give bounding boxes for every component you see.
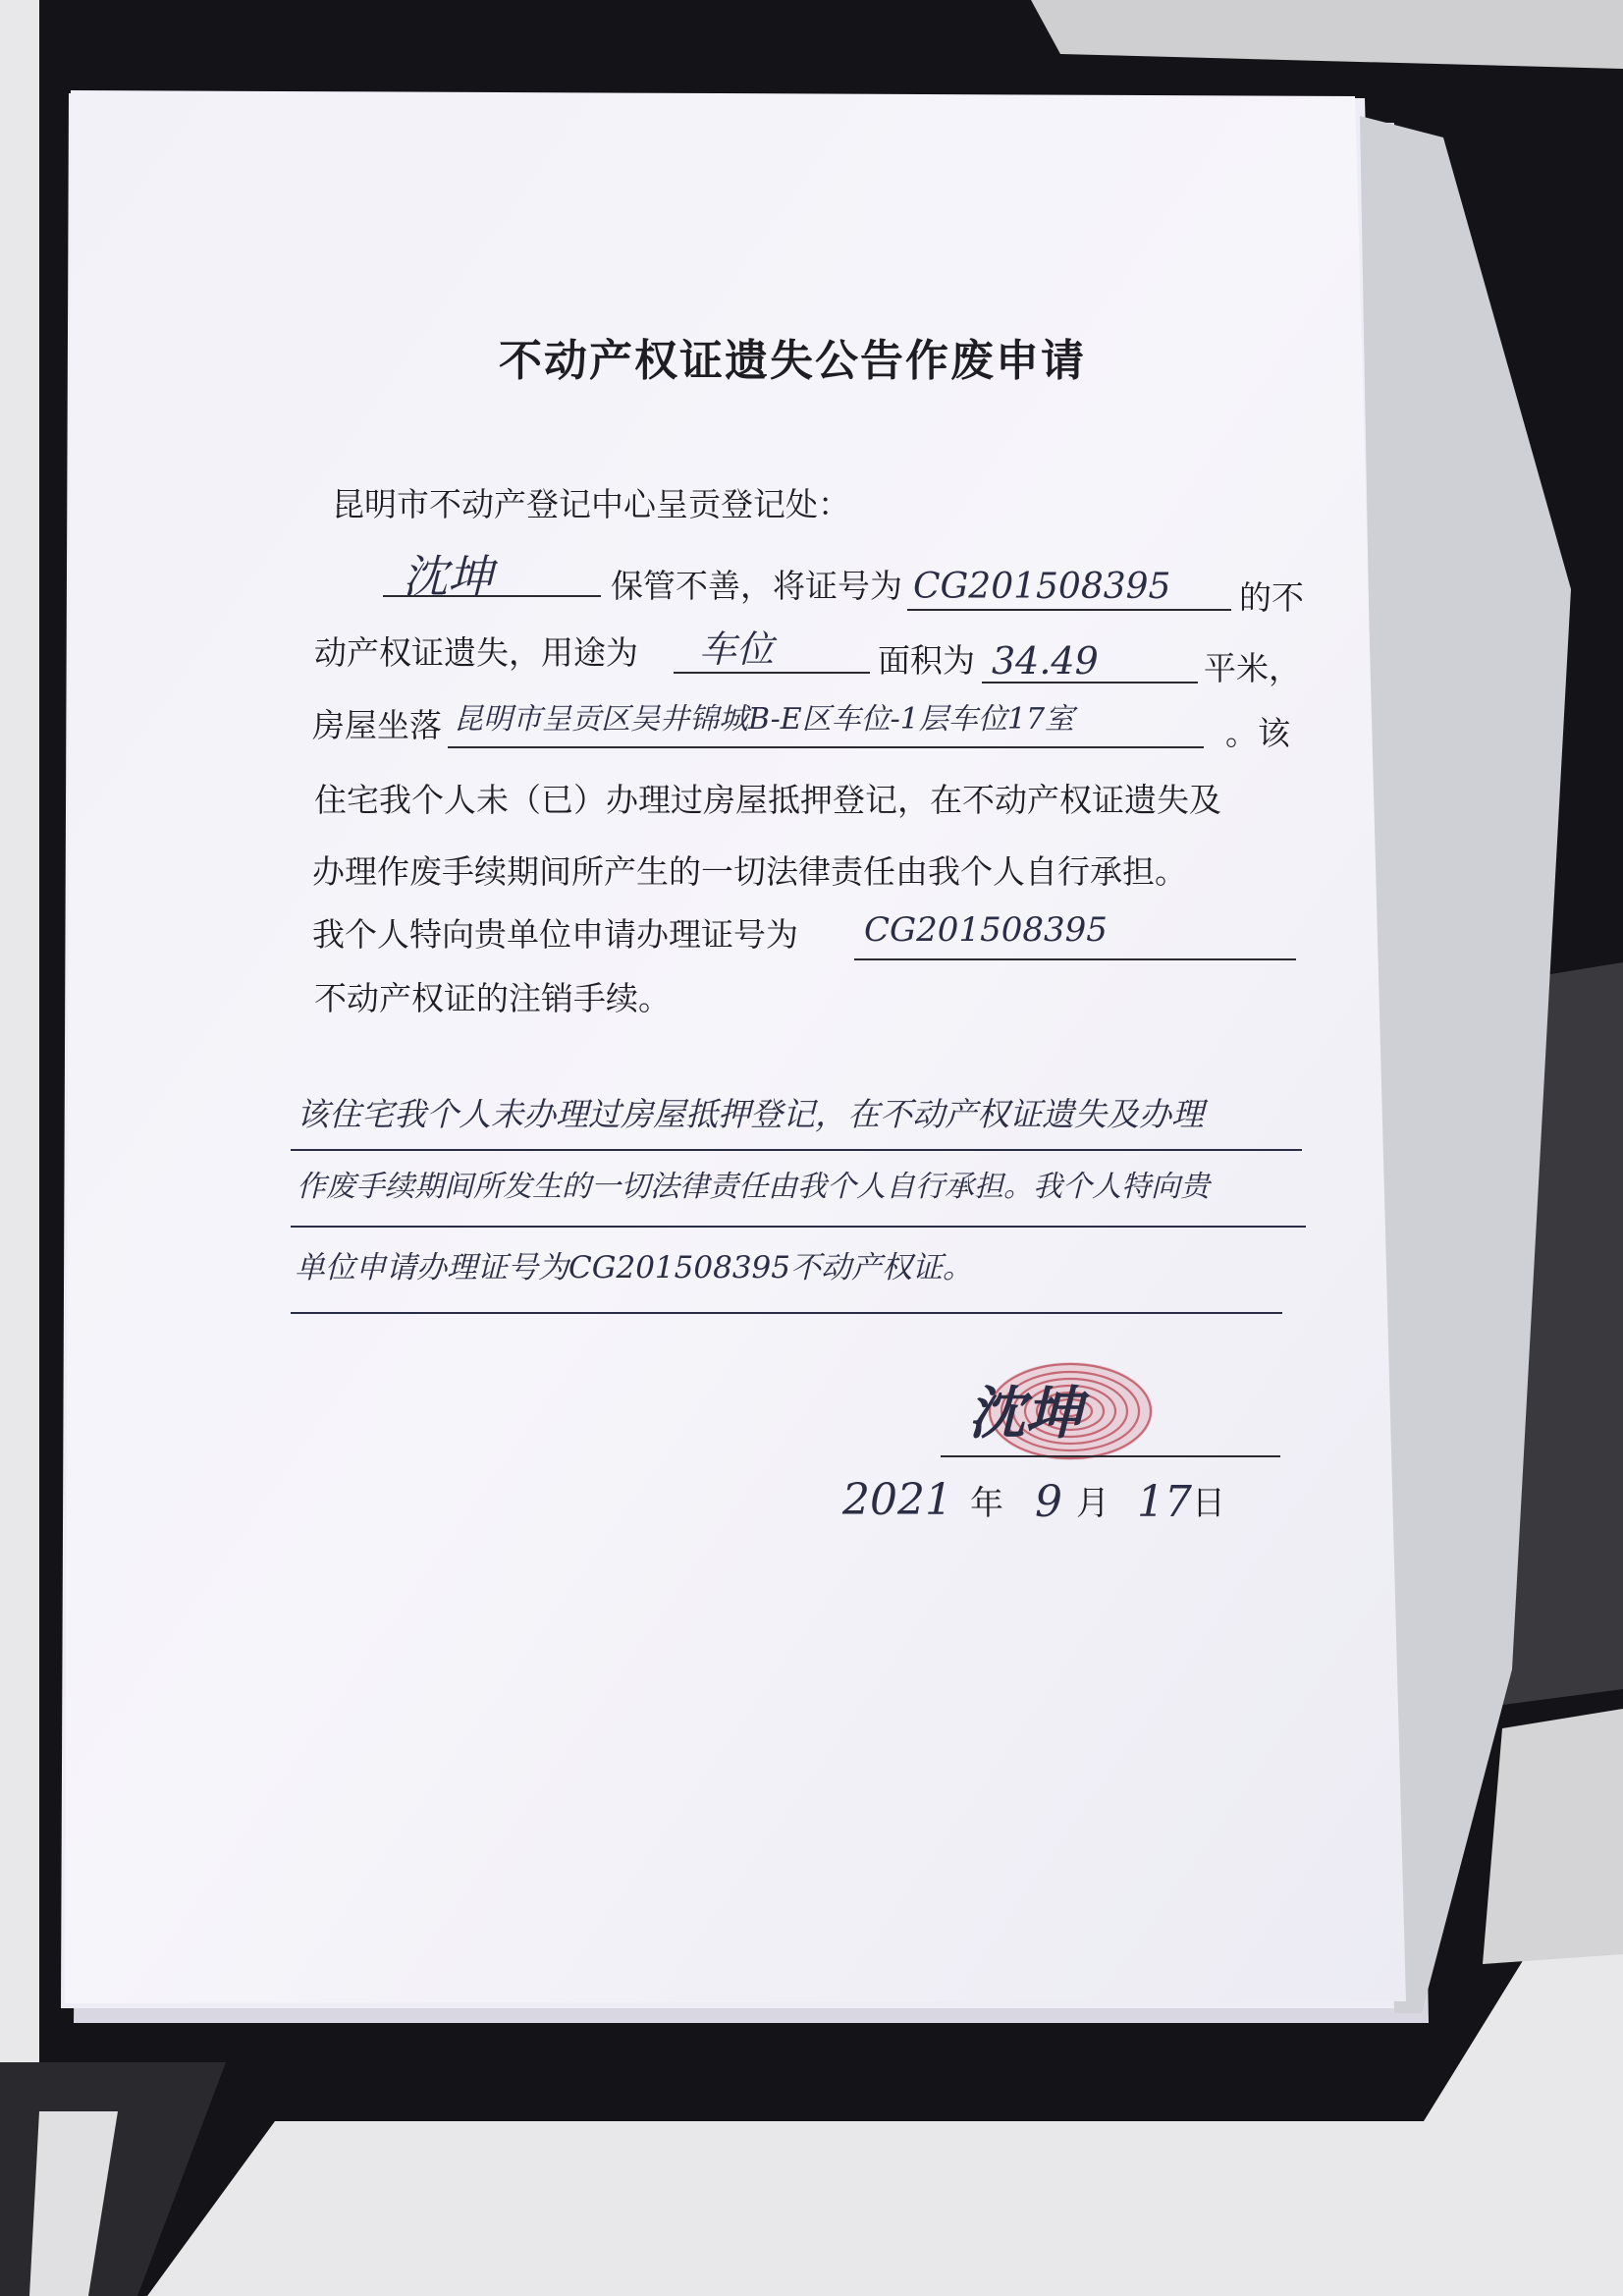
handwritten-statement-line-2: 作废手续期间所发生的一切法律责任由我个人自行承担。我个人特向贵: [297, 1170, 1210, 1204]
location-underline: [448, 746, 1204, 748]
handwritten-statement-line-1: 该住宅我个人未办理过房屋抵押登记，在不动产权证遗失及办理: [297, 1095, 1204, 1133]
line3-text: 房屋坐落: [312, 706, 442, 744]
line5-text: 办理作废手续期间所产生的一切法律责任由我个人自行承担。: [312, 852, 1187, 891]
line3-tail: 。该: [1225, 714, 1290, 752]
line6-text: 我个人特向贵单位申请办理证号为: [312, 915, 798, 954]
line1-tail: 的不: [1239, 578, 1304, 617]
date-month-char: 月: [1076, 1484, 1109, 1523]
addressee: 昆明市不动产登记中心呈贡登记处：: [332, 485, 850, 523]
statement-underline-1: [291, 1149, 1302, 1151]
handwritten-location: 昆明市呈贡区吴井锦城B-E区车位-1层车位17室: [454, 702, 1075, 737]
document-title: 不动产权证遗失公告作废申请: [499, 336, 1086, 386]
date-year-char: 年: [970, 1484, 1003, 1523]
date-year: 2021: [842, 1475, 952, 1525]
handwritten-cert-number: CG201508395: [913, 567, 1171, 607]
line4-text: 住宅我个人未（已）办理过房屋抵押登记，在不动产权证遗失及: [314, 781, 1221, 819]
area-label: 面积为: [878, 641, 975, 680]
line7-text: 不动产权证的注销手续。: [314, 979, 671, 1017]
handwritten-statement-line-3: 单位申请办理证号为CG201508395不动产权证。: [295, 1250, 973, 1285]
handwritten-area: 34.49: [992, 639, 1099, 683]
signature: 沈坤: [968, 1380, 1083, 1447]
handwritten-cert-number-2: CG201508395: [864, 910, 1108, 950]
statement-underline-3: [291, 1312, 1282, 1314]
handwritten-name: 沈坤: [403, 550, 493, 603]
cert-number-2-underline: [854, 958, 1296, 960]
date-day: 17: [1137, 1477, 1192, 1527]
area-underline: [982, 682, 1198, 683]
handwritten-usage: 车位: [699, 628, 775, 671]
usage-underline: [674, 672, 870, 674]
area-unit: 平米，: [1204, 649, 1301, 687]
date-day-char: 日: [1192, 1484, 1225, 1523]
cert-number-underline: [907, 609, 1231, 611]
line2-text: 动产权证遗失，用途为: [314, 633, 638, 672]
date-month: 9: [1035, 1477, 1062, 1527]
line1-text: 保管不善，将证号为: [611, 567, 902, 605]
name-underline: [383, 595, 601, 597]
statement-underline-2: [291, 1226, 1306, 1228]
signature-underline: [941, 1455, 1280, 1457]
